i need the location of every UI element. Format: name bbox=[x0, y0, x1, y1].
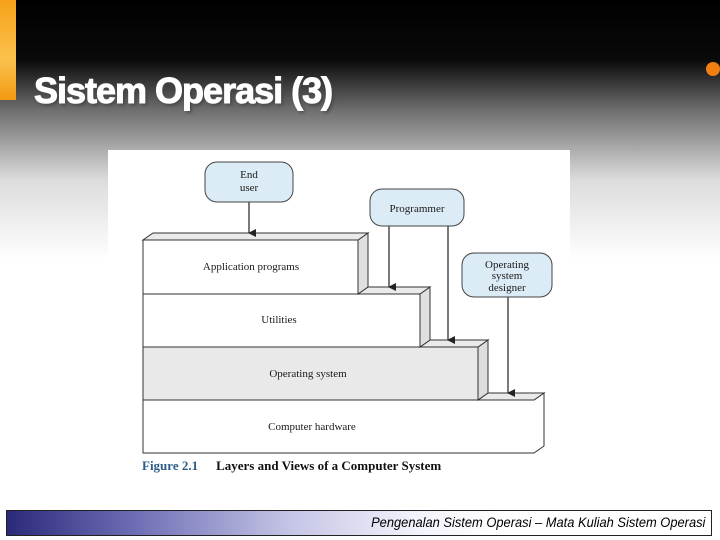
layer-application-programs bbox=[143, 233, 368, 294]
slide-title: Sistem Operasi (3) bbox=[34, 70, 333, 111]
caption-text: Layers and Views of a Computer System bbox=[216, 458, 442, 473]
figure-caption bbox=[142, 458, 441, 474]
actor-os-designer-line-2: system bbox=[491, 270, 523, 282]
figure-panel bbox=[108, 150, 570, 492]
actor-end-user-line-2: user bbox=[239, 182, 259, 194]
caption-number: Figure 2.1 bbox=[142, 458, 199, 473]
actor-end-user-line-1: End bbox=[240, 169, 258, 181]
layers-diagram bbox=[108, 150, 570, 492]
title-accent-bar bbox=[0, 0, 16, 100]
title-bullet-dot bbox=[706, 62, 720, 76]
layer-hardware bbox=[143, 393, 544, 453]
actor-os-designer-line-1: Operating bbox=[485, 259, 529, 271]
layer-label-operating-system: Operating system bbox=[269, 368, 347, 380]
actor-os-designer bbox=[462, 253, 552, 297]
layer-label-utilities: Utilities bbox=[261, 314, 297, 326]
actor-programmer bbox=[370, 189, 464, 226]
layer-label-application-programs: Application programs bbox=[202, 261, 300, 273]
actor-end-user bbox=[205, 162, 293, 202]
footer-text: Pengenalan Sistem Operasi – Mata Kuliah Sistem Operasi bbox=[370, 514, 705, 530]
footer-bar bbox=[6, 510, 712, 536]
actor-os-designer-line-3: designer bbox=[488, 282, 526, 294]
layer-operating-system bbox=[143, 340, 488, 400]
layer-label-hardware: Computer hardware bbox=[268, 421, 356, 433]
layer-utilities bbox=[143, 287, 430, 347]
actor-programmer-line-1: Programmer bbox=[389, 203, 445, 215]
